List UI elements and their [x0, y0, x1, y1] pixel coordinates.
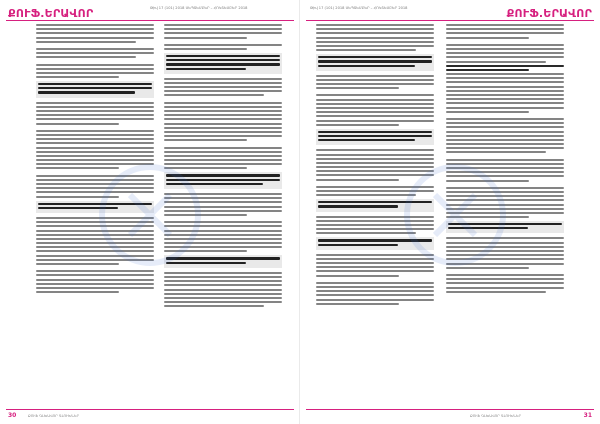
text-line	[446, 274, 564, 276]
text-line	[36, 32, 154, 34]
text-line	[448, 223, 562, 225]
text-line	[316, 166, 434, 168]
body-paragraph	[316, 216, 434, 235]
text-line	[316, 194, 416, 196]
text-line	[164, 78, 282, 80]
text-line	[446, 37, 529, 39]
text-line	[36, 52, 154, 54]
body-paragraph	[446, 44, 564, 63]
text-line	[36, 68, 154, 70]
text-line	[36, 274, 154, 276]
text-line	[164, 106, 282, 108]
text-line	[316, 103, 434, 105]
text-line	[316, 120, 434, 122]
text-line	[164, 28, 282, 30]
text-line	[446, 107, 564, 109]
text-line	[446, 48, 564, 50]
section-heading-box	[36, 201, 154, 213]
text-line	[446, 204, 564, 206]
text-line	[36, 76, 119, 78]
text-line	[36, 287, 154, 289]
text-line	[164, 139, 247, 141]
body-paragraph	[164, 102, 282, 142]
text-line	[36, 24, 154, 26]
text-line	[36, 246, 154, 248]
section-heading-box	[164, 172, 282, 189]
text-line	[166, 257, 280, 259]
text-line	[164, 276, 282, 278]
text-line	[164, 289, 282, 291]
text-line	[446, 242, 564, 244]
body-paragraph	[316, 75, 434, 90]
text-line	[446, 258, 564, 260]
text-line	[446, 278, 564, 280]
left-logo: ՔՈՒՖ.ԵՐԱՎՈՐ	[8, 7, 94, 20]
text-line	[164, 297, 282, 299]
text-line	[446, 65, 564, 67]
left-column-2	[164, 24, 282, 310]
text-line	[446, 263, 564, 265]
text-line	[36, 270, 154, 272]
text-line	[36, 250, 154, 252]
left-header-rule	[6, 20, 294, 21]
text-line	[164, 201, 282, 203]
body-paragraph	[446, 237, 564, 268]
text-line	[316, 24, 434, 26]
text-line	[164, 131, 282, 133]
section-heading-box	[316, 199, 434, 211]
text-line	[38, 207, 118, 209]
body-paragraph	[164, 193, 282, 216]
text-line	[446, 187, 564, 189]
text-line	[446, 135, 564, 137]
text-line	[318, 139, 415, 141]
text-line	[318, 205, 398, 207]
section-heading-box	[164, 53, 282, 74]
text-line	[316, 107, 434, 109]
text-line	[164, 114, 282, 116]
text-line	[164, 24, 282, 26]
text-line	[36, 28, 154, 30]
text-line	[166, 59, 280, 61]
right-footer-text: ՔՈՒՖ ԳԼԽԱՎՈՐ ԳԼՈՒԽՆԵՐ	[470, 414, 522, 418]
text-line	[316, 228, 434, 230]
section-heading-box	[446, 221, 564, 233]
text-line	[316, 232, 416, 234]
text-line	[446, 102, 564, 104]
text-line	[36, 48, 154, 50]
text-line	[36, 259, 154, 261]
text-line	[164, 206, 282, 208]
text-line	[316, 170, 434, 172]
text-line	[36, 123, 119, 125]
text-line	[36, 118, 154, 120]
right-header-text: Թիվ 17 (101) 2018 ՍԵՊՏԵՄԲԵՐ – ՀՈԿՏԵՄԲԵՐ 2018	[310, 6, 408, 10]
text-line	[164, 272, 282, 274]
text-line	[164, 90, 282, 92]
body-paragraph	[316, 24, 434, 51]
text-line	[318, 56, 432, 58]
text-line	[316, 262, 434, 264]
text-line	[36, 138, 154, 140]
text-line	[446, 111, 529, 113]
text-line	[316, 290, 434, 292]
text-line	[446, 90, 564, 92]
text-line	[36, 279, 154, 281]
text-line	[38, 203, 152, 205]
text-line	[316, 224, 434, 226]
text-line	[446, 81, 564, 83]
text-line	[164, 163, 282, 165]
text-line	[316, 162, 434, 164]
text-line	[164, 48, 247, 50]
text-line	[318, 201, 432, 203]
text-line	[36, 142, 154, 144]
text-line	[446, 122, 564, 124]
body-paragraph	[36, 217, 154, 265]
text-line	[164, 86, 282, 88]
text-line	[316, 299, 434, 301]
left-header	[8, 2, 93, 20]
body-paragraph	[446, 24, 564, 39]
text-line	[316, 32, 434, 34]
text-line	[318, 244, 398, 246]
text-line	[316, 45, 434, 47]
body-paragraph	[164, 221, 282, 252]
text-line	[36, 147, 154, 149]
text-line	[316, 179, 399, 181]
body-paragraph	[446, 187, 564, 218]
text-line	[316, 282, 434, 284]
text-line	[164, 37, 247, 39]
text-line	[36, 37, 154, 39]
text-line	[316, 154, 434, 156]
text-line	[446, 52, 564, 54]
text-line	[316, 294, 434, 296]
text-line	[164, 155, 282, 157]
text-line	[446, 180, 529, 182]
body-paragraph	[446, 159, 564, 182]
text-line	[164, 197, 282, 199]
text-line	[164, 242, 282, 244]
text-line	[316, 124, 399, 126]
text-line	[446, 282, 564, 284]
text-line	[36, 187, 154, 189]
text-line	[446, 237, 564, 239]
text-line	[446, 61, 546, 63]
text-line	[316, 28, 434, 30]
text-line	[446, 212, 564, 214]
text-line	[446, 94, 564, 96]
text-line	[36, 191, 154, 193]
text-line	[316, 158, 434, 160]
text-line	[36, 155, 154, 157]
text-line	[36, 196, 119, 198]
text-line	[36, 183, 154, 185]
text-line	[164, 147, 282, 149]
text-line	[316, 94, 434, 96]
text-line	[318, 239, 432, 241]
text-line	[318, 60, 432, 62]
text-line	[164, 127, 282, 129]
text-line	[164, 102, 282, 104]
text-line	[164, 225, 282, 227]
text-line	[316, 286, 434, 288]
left-page-number: 30	[8, 412, 17, 419]
right-page-number: 31	[583, 412, 592, 419]
text-line	[446, 86, 564, 88]
text-line	[318, 65, 415, 67]
text-line	[36, 238, 154, 240]
text-line	[316, 79, 434, 81]
text-line	[316, 75, 434, 77]
section-heading-box	[316, 129, 434, 146]
text-line	[316, 174, 434, 176]
text-line	[36, 163, 154, 165]
text-line	[446, 254, 564, 256]
text-line	[164, 94, 264, 96]
text-line	[36, 41, 136, 43]
text-line	[164, 221, 282, 223]
text-line	[164, 135, 282, 137]
text-line	[164, 250, 247, 252]
text-line	[164, 123, 282, 125]
text-line	[446, 28, 564, 30]
text-line	[36, 291, 119, 293]
text-line	[164, 280, 282, 282]
text-line	[164, 246, 282, 248]
text-line	[36, 230, 154, 232]
text-line	[446, 199, 564, 201]
text-line	[316, 149, 434, 151]
text-line	[446, 73, 564, 75]
text-line	[36, 134, 154, 136]
body-paragraph	[164, 272, 282, 308]
right-footer-rule	[306, 409, 594, 410]
text-line	[448, 227, 528, 229]
bold-paragraph	[446, 65, 564, 71]
right-header	[507, 2, 592, 20]
text-line	[36, 106, 154, 108]
body-paragraph	[316, 282, 434, 305]
body-paragraph	[36, 102, 154, 125]
text-line	[36, 167, 119, 169]
text-line	[164, 293, 282, 295]
text-line	[446, 139, 564, 141]
text-line	[446, 44, 564, 46]
text-line	[164, 301, 282, 303]
text-line	[166, 63, 280, 65]
text-line	[36, 234, 154, 236]
text-line	[164, 234, 282, 236]
text-line	[166, 55, 280, 57]
body-paragraph	[164, 78, 282, 97]
text-line	[38, 91, 135, 93]
text-line	[446, 98, 564, 100]
text-line	[164, 159, 282, 161]
body-paragraph	[316, 186, 434, 196]
body-paragraph	[316, 254, 434, 277]
body-paragraph	[36, 64, 154, 79]
left-footer-rule	[6, 409, 294, 410]
text-line	[318, 135, 432, 137]
body-paragraph	[446, 274, 564, 293]
text-line	[36, 110, 154, 112]
text-line	[316, 216, 434, 218]
text-line	[164, 44, 282, 46]
section-heading-box	[316, 237, 434, 249]
text-line	[446, 143, 564, 145]
right-column-2	[446, 24, 564, 295]
text-line	[166, 183, 263, 185]
text-line	[36, 130, 154, 132]
text-line	[36, 263, 119, 265]
text-line	[446, 56, 564, 58]
text-line	[316, 254, 434, 256]
text-line	[316, 99, 434, 101]
text-line	[316, 49, 416, 51]
text-line	[36, 225, 154, 227]
text-line	[36, 175, 154, 177]
text-line	[36, 64, 154, 66]
text-line	[446, 287, 564, 289]
text-line	[316, 220, 434, 222]
text-line	[316, 111, 434, 113]
text-line	[38, 83, 152, 85]
section-heading-box	[316, 54, 434, 71]
text-line	[166, 262, 246, 264]
body-paragraph	[316, 149, 434, 180]
text-line	[164, 110, 282, 112]
text-line	[164, 32, 282, 34]
text-line	[316, 186, 434, 188]
text-line	[36, 179, 154, 181]
body-paragraph	[316, 94, 434, 125]
text-line	[164, 230, 282, 232]
left-column-1	[36, 24, 154, 295]
text-line	[164, 284, 282, 286]
text-line	[316, 115, 434, 117]
text-line	[316, 266, 434, 268]
text-line	[446, 151, 546, 153]
body-paragraph	[164, 44, 282, 50]
text-line	[36, 255, 154, 257]
text-line	[446, 191, 564, 193]
text-line	[446, 118, 564, 120]
text-line	[166, 174, 280, 176]
text-line	[316, 275, 399, 277]
text-line	[446, 131, 564, 133]
right-logo: ՔՈՒՖ.ԵՐԱՎՈՐ	[506, 7, 592, 20]
text-line	[36, 114, 154, 116]
text-line	[446, 163, 564, 165]
body-paragraph	[446, 73, 564, 113]
text-line	[164, 305, 264, 307]
text-line	[446, 126, 564, 128]
text-line	[36, 221, 154, 223]
body-paragraph	[36, 270, 154, 293]
body-paragraph	[164, 147, 282, 170]
text-line	[446, 69, 529, 71]
text-line	[38, 87, 152, 89]
text-line	[446, 246, 564, 248]
text-line	[164, 238, 282, 240]
body-paragraph	[36, 24, 154, 43]
text-line	[316, 270, 434, 272]
right-column-1	[316, 24, 434, 307]
text-line	[446, 159, 564, 161]
text-line	[164, 210, 282, 212]
section-heading-box	[36, 81, 154, 98]
text-line	[164, 82, 282, 84]
body-paragraph	[164, 24, 282, 39]
text-line	[36, 283, 154, 285]
text-line	[36, 102, 154, 104]
body-paragraph	[446, 118, 564, 154]
text-line	[316, 190, 434, 192]
text-line	[446, 195, 564, 197]
right-page	[300, 0, 600, 424]
text-line	[318, 131, 432, 133]
text-line	[316, 87, 399, 89]
left-header-text: Թիվ 17 (101) 2018 ՍԵՊՏԵՄԲԵՐ – ՀՈԿՏԵՄԲԵՐ 2018	[150, 6, 248, 10]
text-line	[446, 291, 546, 293]
text-line	[36, 217, 154, 219]
text-line	[446, 147, 564, 149]
text-line	[164, 167, 247, 169]
text-line	[316, 37, 434, 39]
left-footer-text: ՔՈՒՖ ԳԼԽԱՎՈՐ ԳԼՈՒԽՆԵՐ	[28, 414, 80, 418]
text-line	[446, 77, 564, 79]
text-line	[166, 68, 246, 70]
text-line	[446, 32, 564, 34]
text-line	[164, 118, 282, 120]
text-line	[164, 151, 282, 153]
body-paragraph	[36, 48, 154, 58]
text-line	[446, 171, 564, 173]
text-line	[446, 24, 564, 26]
text-line	[446, 267, 529, 269]
text-line	[446, 175, 564, 177]
section-heading-box	[164, 255, 282, 267]
right-header-rule	[306, 20, 594, 21]
text-line	[446, 208, 564, 210]
text-line	[446, 250, 564, 252]
text-line	[36, 72, 154, 74]
text-line	[164, 214, 247, 216]
text-line	[36, 242, 154, 244]
text-line	[446, 216, 529, 218]
text-line	[316, 303, 399, 305]
body-paragraph	[36, 130, 154, 170]
text-line	[446, 167, 564, 169]
text-line	[36, 56, 136, 58]
text-line	[316, 258, 434, 260]
text-line	[36, 151, 154, 153]
text-line	[36, 159, 154, 161]
text-line	[316, 83, 434, 85]
text-line	[166, 179, 280, 181]
body-paragraph	[36, 175, 154, 198]
text-line	[164, 193, 282, 195]
text-line	[316, 41, 434, 43]
